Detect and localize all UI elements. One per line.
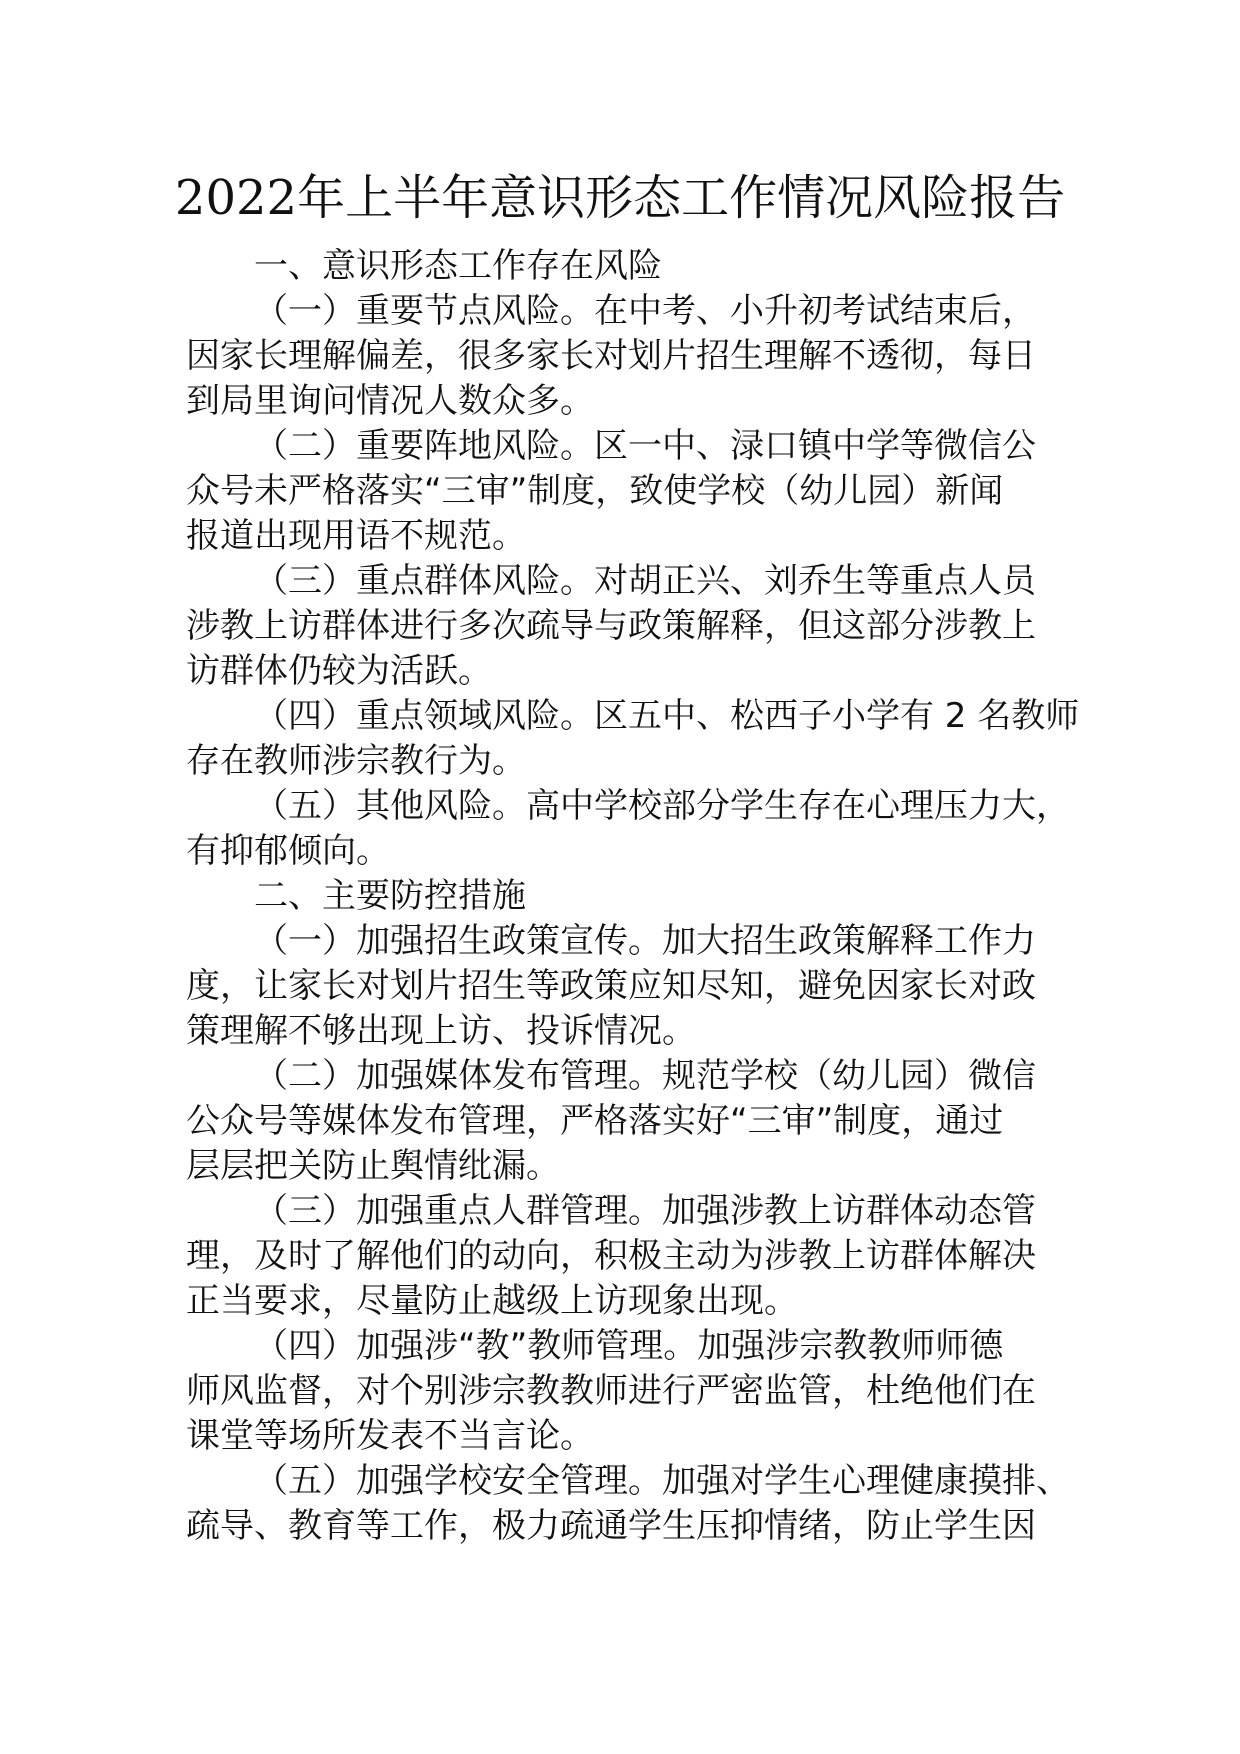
text-line: 存在教师涉宗教行为。 (186, 741, 526, 781)
text-line: （二）重要阵地风险。区一中、渌口镇中学等微信公 (254, 426, 1036, 466)
text-line: （三）加强重点人群管理。加强涉教上访群体动态管 (254, 1191, 1036, 1231)
text-line: 访群体仍较为活跃。 (186, 651, 492, 691)
text-line: 层层把关防止舆情纰漏。 (186, 1146, 560, 1186)
text-line: （一）重要节点风险。在中考、小升初考试结束后， (254, 291, 1036, 331)
text-line: （四）加强涉“教”教师管理。加强涉宗教教师师德 (254, 1326, 1004, 1366)
text-line: 报道出现用语不规范。 (186, 516, 526, 556)
text-line: 公众号等媒体发布管理，严格落实好“三审”制度，通过 (186, 1101, 1004, 1141)
text-line: （五）加强学校安全管理。加强对学生心理健康摸排、 (254, 1461, 1070, 1501)
document-title: 2022年上半年意识形态工作情况风险报告 (174, 170, 1066, 226)
paragraph (186, 289, 1052, 424)
paragraph (186, 424, 1052, 559)
text-line: 众号未严格落实“三审”制度，致使学校（幼儿园）新闻 (186, 471, 1004, 511)
text-line: 因家长理解偏差，很多家长对划片招生理解不透彻，每日 (186, 336, 1036, 376)
text-line: 策理解不够出现上访、投诉情况。 (186, 1011, 696, 1051)
text-line: 有抑郁倾向。 (186, 831, 390, 871)
document-body (186, 244, 1080, 1549)
text-line: 到局里询问情况人数众多。 (186, 381, 594, 421)
text-line: （四）重点领域风险。区五中、松西子小学有 2 名教师 (254, 696, 1080, 736)
paragraph (186, 1324, 1052, 1459)
paragraph (186, 784, 1070, 874)
paragraph (186, 874, 1052, 919)
text-line: 正当要求，尽量防止越级上访现象出现。 (186, 1281, 798, 1321)
paragraph (186, 694, 1080, 784)
paragraph (186, 244, 1052, 289)
text-line: （二）加强媒体发布管理。规范学校（幼儿园）微信 (254, 1056, 1036, 1096)
text-line: 涉教上访群体进行多次疏导与政策解释，但这部分涉教上 (186, 606, 1036, 646)
text-line: 师风监督，对个别涉宗教教师进行严密监管，杜绝他们在 (186, 1371, 1036, 1411)
text-line: （五）其他风险。高中学校部分学生存在心理压力大， (254, 786, 1070, 826)
text-line: 一、意识形态工作存在风险 (254, 246, 662, 286)
text-line: （一）加强招生政策宣传。加大招生政策解释工作力 (254, 921, 1036, 961)
text-line: 二、主要防控措施 (254, 876, 526, 916)
text-line: 理，及时了解他们的动向，积极主动为涉教上访群体解决 (186, 1236, 1036, 1276)
text-line: 疏导、教育等工作，极力疏通学生压抑情绪，防止学生因 (186, 1506, 1036, 1546)
paragraph (186, 919, 1052, 1054)
paragraph (186, 1054, 1052, 1189)
paragraph (186, 559, 1052, 694)
text-line: （三）重点群体风险。对胡正兴、刘乔生等重点人员 (254, 561, 1036, 601)
text-line: 度，让家长对划片招生等政策应知尽知，避免因家长对政 (186, 966, 1036, 1006)
paragraph (186, 1459, 1070, 1549)
paragraph (186, 1189, 1052, 1324)
text-line: 课堂等场所发表不当言论。 (186, 1416, 594, 1456)
